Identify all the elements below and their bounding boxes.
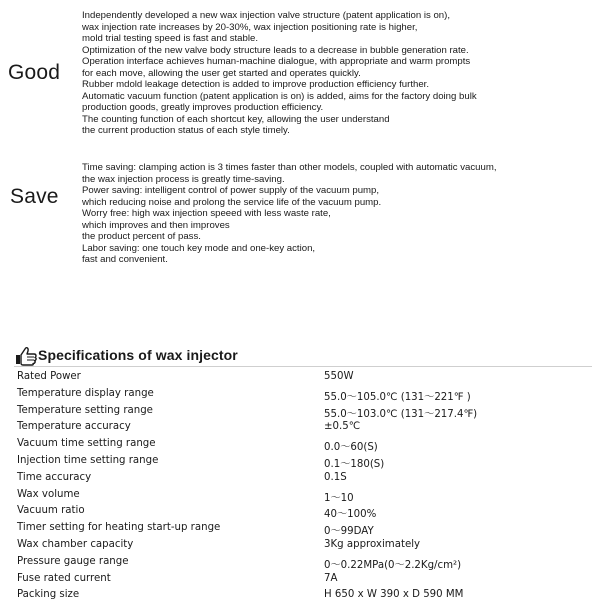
save-line: fast and convenient.	[82, 254, 168, 266]
good-line: wax injection rate increases by 20-30%, wax injection positioning rate is higher,	[82, 21, 418, 33]
spec-value: 1～10	[324, 492, 354, 504]
spec-key: Vacuum time setting range	[17, 438, 156, 450]
good-line: mold trial testing speed is fast and stable.	[82, 33, 258, 45]
save-line: Worry free: high wax injection speeed with less waste rate,	[82, 208, 331, 220]
spec-key: Packing size	[17, 589, 80, 600]
spec-row	[17, 454, 587, 471]
spec-value: 550W	[324, 371, 354, 382]
good-line: Automatic vacuum function (patent application is on) is added, aims for the factory doing bulk	[82, 90, 477, 102]
spec-value: H 650 x W 390 x D 590 MM	[324, 589, 464, 600]
spec-row	[17, 588, 587, 600]
good-line: Optimization of the new valve body structure leads to a decrease in bubble generation rate.	[82, 44, 469, 56]
spec-row	[17, 370, 587, 387]
good-line: Independently developed a new wax injection valve structure (patent application is on),	[82, 10, 450, 21]
save-line: Time saving: clamping action is 3 times faster than other models, coupled with automatic vacuum,	[82, 162, 497, 173]
save-line: which improves and then improves	[82, 219, 230, 231]
save-line: which reducing noise and prolong the service life of the vacuum pump.	[82, 196, 382, 208]
spec-row	[17, 404, 587, 421]
spec-value: 0.0～60(S)	[324, 442, 378, 454]
spec-row	[17, 387, 587, 404]
spec-row	[17, 555, 587, 572]
spec-row	[17, 420, 587, 437]
save-heading: Save	[10, 185, 59, 208]
spec-row	[17, 538, 587, 555]
good-line: the current production status of each style timely.	[82, 125, 290, 137]
spec-key: Wax chamber capacity	[17, 538, 134, 550]
spec-row	[17, 437, 587, 454]
specifications-header	[14, 342, 244, 368]
spec-row	[17, 521, 587, 538]
spec-value: 3Kg approximately	[324, 538, 421, 550]
good-feature-text	[82, 10, 594, 137]
spec-key: Vacuum ratio	[17, 505, 85, 517]
good-line: production goods, greatly improves production efficiency.	[82, 102, 324, 114]
spec-value: ±0.5℃	[324, 421, 361, 433]
good-line: The counting function of each shortcut key, allowing the user understand	[82, 113, 390, 125]
save-line: Power saving: intelligent control of power supply of the vacuum pump,	[82, 185, 380, 197]
spec-value: 55.0～103.0℃ (131～217.4℉)	[324, 408, 478, 420]
spec-key: Temperature display range	[17, 387, 154, 399]
spec-row	[17, 488, 587, 505]
spec-row	[17, 471, 587, 488]
spec-key: Rated Power	[17, 371, 81, 382]
save-line: the wax injection process is greatly time-saving.	[82, 173, 285, 185]
spec-value: 0.1S	[324, 471, 347, 483]
spec-value: 40～100%	[324, 509, 377, 521]
spec-row	[17, 572, 587, 589]
spec-key: Time accuracy	[17, 471, 92, 483]
spec-key: Injection time setting range	[17, 454, 159, 466]
spec-row	[17, 504, 587, 521]
save-line: Labor saving: one touch key mode and one-key action,	[82, 242, 316, 254]
spec-key: Temperature setting range	[17, 404, 153, 416]
spec-key: Temperature accuracy	[17, 421, 131, 433]
good-line: Operation interface achieves human-machine dialogue, with appropriate and warm prompts	[82, 56, 471, 68]
good-heading: Good	[8, 61, 61, 84]
specifications-table	[17, 370, 587, 600]
spec-key: Wax volume	[17, 488, 80, 500]
spec-key: Fuse rated current	[17, 572, 111, 584]
save-line: the product percent of pass.	[82, 231, 201, 243]
spec-key: Pressure gauge range	[17, 555, 129, 567]
specifications-title: Specifications of wax injector	[38, 347, 238, 363]
good-line: for each move, allowing the user get started and operates quickly.	[82, 67, 361, 79]
spec-value: 7A	[324, 572, 338, 584]
spec-value: 0～99DAY	[324, 526, 374, 538]
spec-value: 0～0.22MPa(0～2.2Kg/cm²)	[324, 559, 462, 571]
good-line: Rubber mdold leakage detection is added to improve production efficiency further.	[82, 79, 430, 91]
save-feature-text	[82, 162, 594, 266]
spec-value: 55.0～105.0℃ (131～221℉ )	[324, 391, 471, 403]
spec-key: Timer setting for heating start-up range	[17, 522, 221, 534]
spec-value: 0.1～180(S)	[324, 458, 385, 470]
thumbs-up-hand-icon	[14, 346, 38, 366]
header-divider	[14, 366, 592, 367]
